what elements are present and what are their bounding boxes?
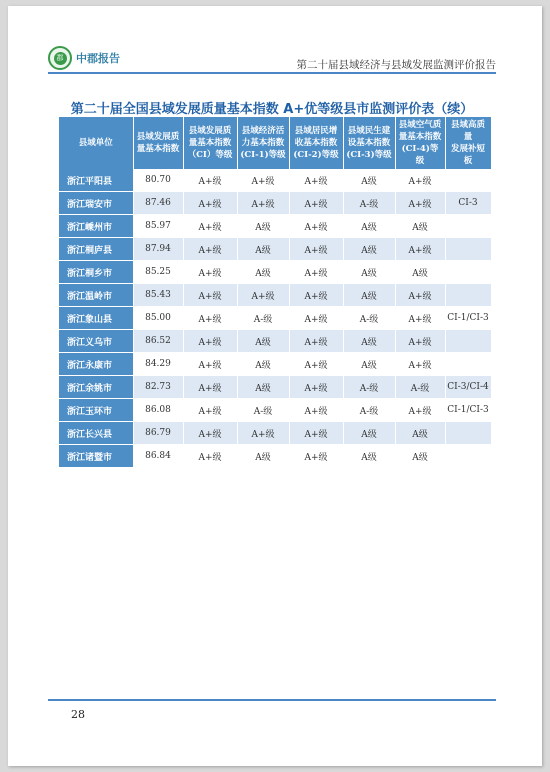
table-cell: A+级 [237,284,289,307]
table-row [59,330,491,353]
table-row [59,215,491,238]
table-cell: 85.25 [133,261,183,284]
table-cell: A+级 [395,192,445,215]
table-cell [445,238,491,261]
table-cell: A级 [237,261,289,284]
table-cell: 86.84 [133,445,183,468]
report-title: 第二十届县域经济与县域发展监测评价报告 [296,59,496,71]
table-cell: A+级 [395,284,445,307]
table-cell: CI-3 [445,192,491,215]
table-cell [445,284,491,307]
logo-mark: 郡 [54,52,67,65]
logo-emblem-icon [48,46,72,70]
county-name-cell: 浙江瑞安市 [59,192,133,215]
table-cell: 80.70 [133,169,183,192]
table-row [59,376,491,399]
table-cell [445,330,491,353]
county-name-cell: 浙江嵊州市 [59,215,133,238]
table-cell: A级 [343,238,395,261]
footer-divider [48,699,496,701]
table-cell: 86.08 [133,399,183,422]
table-cell: A级 [343,284,395,307]
county-name-cell: 浙江永康市 [59,353,133,376]
logo-text: 中郡报告 [76,52,120,65]
table-row [59,284,491,307]
table-cell [445,353,491,376]
county-name-cell: 浙江义乌市 [59,330,133,353]
table-row [59,422,491,445]
table-cell: A-级 [237,399,289,422]
table-cell: A级 [237,330,289,353]
table-cell: A+级 [183,261,237,284]
column-header: 县域发展质 量基本指数 [133,117,183,169]
table-row [59,445,491,468]
column-header: 县域经济活 力基本指数 (CI-1)等级 [237,117,289,169]
table-cell: A级 [343,330,395,353]
table-cell: A+级 [289,422,343,445]
table-cell: A+级 [395,169,445,192]
table-row [59,238,491,261]
table-cell [445,422,491,445]
table-cell: 84.29 [133,353,183,376]
table-cell: A-级 [343,192,395,215]
evaluation-table [59,117,492,468]
table-cell: A+级 [289,261,343,284]
table-cell: A级 [237,238,289,261]
table-cell: A级 [343,422,395,445]
county-name-cell: 浙江桐庐县 [59,238,133,261]
table-cell: A+级 [289,238,343,261]
table-cell: A级 [237,215,289,238]
column-header: 县域空气质 量基本指数 (CI-4)等级 [395,117,445,169]
table-cell: A+级 [395,330,445,353]
table-cell: A-级 [395,376,445,399]
table-cell: A+级 [395,353,445,376]
county-name-cell: 浙江玉环市 [59,399,133,422]
table-cell: A级 [237,376,289,399]
logo [48,46,120,70]
table-cell: A-级 [343,307,395,330]
column-header: 县域发展质 量基本指数 （CI）等级 [183,117,237,169]
table-cell: A+级 [289,353,343,376]
table-cell: A-级 [237,307,289,330]
table-cell: 86.79 [133,422,183,445]
table-cell: A+级 [237,192,289,215]
table-cell: A级 [237,445,289,468]
table-cell [445,169,491,192]
county-name-cell: 浙江温岭市 [59,284,133,307]
table-cell: A+级 [237,422,289,445]
table-cell: A+级 [183,169,237,192]
table-row [59,399,491,422]
column-header: 县域民生建 设基本指数 (CI-3)等级 [343,117,395,169]
table-cell: A-级 [343,376,395,399]
table-cell: A+级 [183,376,237,399]
table-cell: A级 [343,215,395,238]
table-cell: A+级 [183,330,237,353]
table-cell: A级 [343,169,395,192]
table-row [59,261,491,284]
county-name-cell: 浙江象山县 [59,307,133,330]
table-cell: A+级 [183,445,237,468]
table-cell: A级 [237,353,289,376]
table-cell: A+级 [183,284,237,307]
table-cell: A+级 [183,215,237,238]
page-number: 28 [71,708,85,721]
table-row [59,353,491,376]
table-cell: CI-1/CI-3 [445,399,491,422]
table-cell: 86.52 [133,330,183,353]
table-cell: 85.97 [133,215,183,238]
table-cell: CI-3/CI-4 [445,376,491,399]
table-cell: A级 [343,445,395,468]
table-cell: A+级 [183,192,237,215]
table-cell: CI-1/CI-3 [445,307,491,330]
column-header: 县域高质量 发展补短板 [445,117,491,169]
table-cell: A+级 [395,307,445,330]
table-cell: A+级 [289,215,343,238]
table-header-row [59,117,491,169]
county-name-cell: 浙江诸暨市 [59,445,133,468]
column-header: 县域居民增 收基本指数 (CI-2)等级 [289,117,343,169]
table-cell: A+级 [289,376,343,399]
table-row [59,307,491,330]
table-cell: A级 [395,445,445,468]
county-name-cell: 浙江长兴县 [59,422,133,445]
table-cell: A级 [343,353,395,376]
table-cell: A+级 [289,169,343,192]
table-cell: A+级 [289,330,343,353]
table-row [59,192,491,215]
report-page [8,6,542,766]
county-name-cell: 浙江平阳县 [59,169,133,192]
table-cell: A+级 [289,445,343,468]
table-cell: 87.94 [133,238,183,261]
table-cell [445,445,491,468]
column-header: 县域单位 [59,117,133,169]
table-cell: A级 [343,261,395,284]
table-cell: 87.46 [133,192,183,215]
table-title: 第二十届全国县域发展质量基本指数 A+优等级县市监测评价表（续） [70,102,474,117]
table-cell: A+级 [183,353,237,376]
table-cell [445,215,491,238]
table-cell: A+级 [289,399,343,422]
table-cell: A+级 [289,192,343,215]
table-cell: A+级 [289,307,343,330]
header-divider [48,72,496,74]
table-cell: A+级 [237,169,289,192]
county-name-cell: 浙江余姚市 [59,376,133,399]
table-cell: A+级 [183,399,237,422]
table-cell: 82.73 [133,376,183,399]
table-cell: A+级 [395,238,445,261]
table-cell: A级 [395,261,445,284]
table-cell: A+级 [183,307,237,330]
table-cell [445,261,491,284]
table-cell: 85.00 [133,307,183,330]
table-cell: A-级 [343,399,395,422]
table-cell: A+级 [183,238,237,261]
table-cell: A级 [395,422,445,445]
county-name-cell: 浙江桐乡市 [59,261,133,284]
table-cell: A+级 [395,399,445,422]
table-cell: A+级 [289,284,343,307]
table-cell: A+级 [183,422,237,445]
table-row [59,169,491,192]
table-cell: A级 [395,215,445,238]
table-cell: 85.43 [133,284,183,307]
